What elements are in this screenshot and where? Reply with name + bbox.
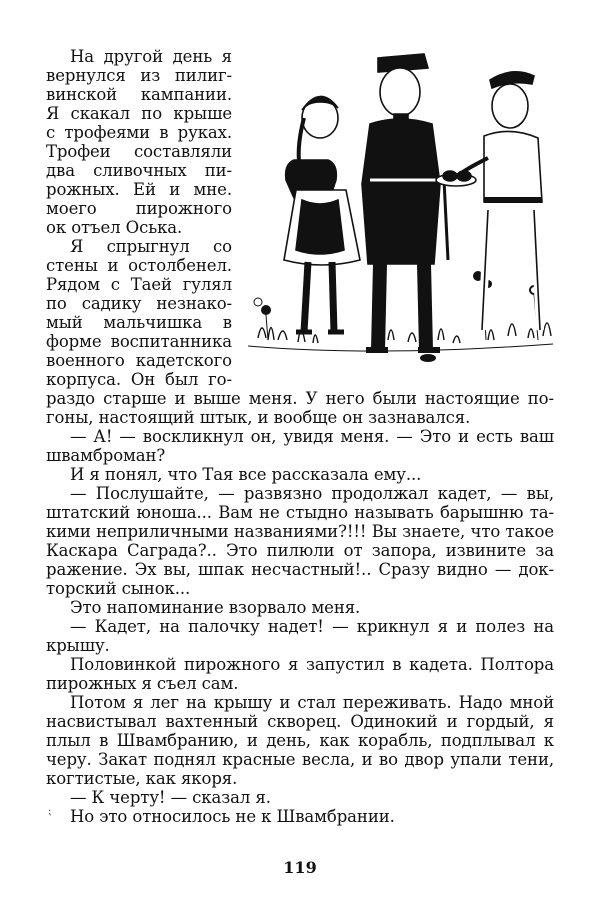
text-line: крышу. — [46, 636, 110, 655]
text-line: кими неприличными названиями?!!! Вы знаете, что такое — [46, 522, 554, 541]
text-line: по садику незнако- — [46, 294, 232, 313]
text-line: — Кадет, на палочку надет! — крикнул я и полез на — [70, 617, 554, 636]
text-line: швамброман? — [46, 446, 166, 465]
text-line: два сливочных пи- — [46, 161, 232, 180]
text-line: рожных. Ей и мне. — [46, 180, 232, 199]
text-line: — К черту! — сказал я. — [70, 788, 271, 807]
text-line: Я скакал по крыше — [46, 104, 232, 123]
text-line: штатский юноша... Вам не стыдно называть барышню та- — [46, 503, 554, 522]
margin-mark: ⁏ — [48, 806, 52, 817]
text-line: — Послушайте, — развязно продолжал кадет, — вы, — [70, 484, 554, 503]
illustration — [238, 40, 560, 370]
boy-figure — [436, 72, 542, 330]
text-line: военного кадетского — [46, 351, 232, 370]
text-line: На другой день я — [70, 47, 232, 66]
text-line: Половинкой пирожного я запустил в кадета. Полтора — [70, 655, 554, 674]
text-line: вернулся из пилиг- — [46, 66, 232, 85]
text-line: с трофеями в руках. — [46, 123, 232, 142]
text-line: плыл в Швамбранию, и день, как корабль, подплывал к — [46, 731, 554, 750]
girl-figure — [284, 96, 360, 332]
text-line: форме воспитанника — [46, 332, 232, 351]
text-line: — А! — воскликнул он, увидя меня. — Это и есть ваш — [70, 427, 554, 446]
text-line: Трофеи составляли — [46, 142, 232, 161]
text-line: Каскара Саграда?.. Это пилюли от запора, извините за — [46, 541, 554, 560]
text-line: Но это относилось не к Швамбрании. — [70, 807, 395, 826]
text-line: насвистывал вахтенный скворец. Одинокий и гордый, я — [46, 712, 554, 731]
text-line: И я понял, что Тая все рассказала ему... — [70, 465, 422, 484]
page-number: 119 — [283, 858, 317, 877]
text-line: пирожных я съел сам. — [46, 674, 239, 693]
text-line: ражение. Эх вы, шпак несчастный!.. Сразу видно — док- — [46, 560, 554, 579]
text-line: моего пирожного — [46, 199, 232, 218]
text-line: черу. Закат поднял красные весла, и во двор упали тени, — [46, 750, 554, 769]
text-line: Рядом с Таей гулял — [46, 275, 232, 294]
text-line: ок отъел Оська. — [46, 218, 183, 237]
flowers — [254, 271, 538, 362]
text-line: раздо старше и выше меня. У него были настоящие по- — [46, 389, 554, 408]
text-line: Я спрыгнул со — [70, 237, 232, 256]
text-line: стены и остолбенел. — [46, 256, 232, 275]
cadet-figure — [362, 54, 448, 350]
text-line: винской кампании. — [46, 85, 232, 104]
text-line: гоны, настоящий штык, и вообще он зазнавался. — [46, 408, 471, 427]
text-line: мый мальчишка в — [46, 313, 232, 332]
text-line: когтистые, как якоря. — [46, 769, 238, 788]
text-line: корпуса. Он был го- — [46, 370, 232, 389]
grass-ground — [248, 323, 553, 351]
text-line: Потом я лег на крышу и стал переживать. Надо мной — [70, 693, 554, 712]
text-line: торский сынок... — [46, 579, 191, 598]
text-line: Это напоминание взорвало меня. — [70, 598, 361, 617]
